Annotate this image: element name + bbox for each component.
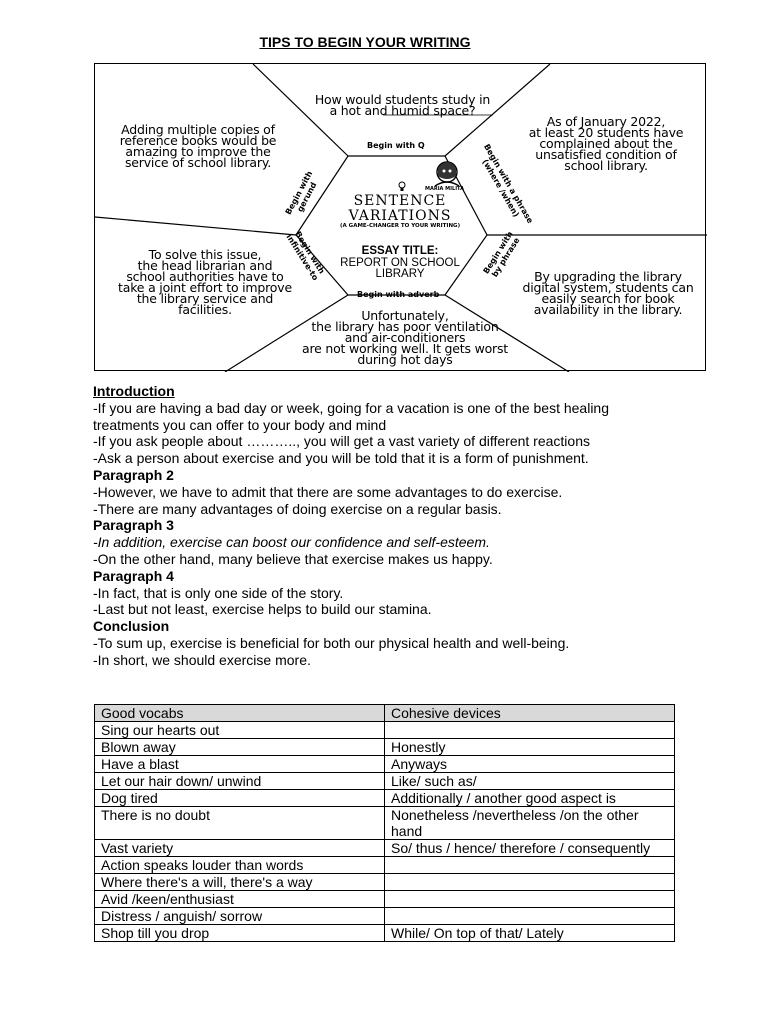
- segment-line: and air-conditioners: [344, 330, 466, 345]
- table-row: [95, 874, 675, 891]
- table-row: [95, 790, 675, 807]
- vocab-cell: Dog tired: [95, 790, 385, 807]
- cohesive-device-cell: [385, 874, 675, 891]
- sentence-variations-diagram: [94, 63, 706, 371]
- vocab-cell: Vast variety: [95, 840, 385, 857]
- page-title: TIPS TO BEGIN YOUR WRITING: [259, 34, 471, 50]
- segment-line: complained about the: [539, 136, 673, 151]
- section-line: -In fact, that is only one side of the story.: [93, 584, 344, 601]
- cohesive-device-cell: [385, 857, 675, 874]
- segment-line: How would students study in: [314, 92, 491, 107]
- table-row: [95, 857, 675, 874]
- table-row: [95, 807, 675, 840]
- avatar-icon: [435, 162, 459, 186]
- segment-line: reference books would be: [119, 133, 277, 148]
- segment-line: are not working well. It gets worst: [302, 341, 508, 356]
- cohesive-device-cell: [385, 722, 675, 739]
- section-heading: Paragraph 4: [93, 567, 174, 584]
- table-row: [95, 773, 675, 790]
- vocab-table: [94, 704, 675, 942]
- vocab-cell: Have a blast: [95, 756, 385, 773]
- segment-line: To solve this issue,: [148, 247, 262, 262]
- section-line: -However, we have to admit that there are some advantages to do exercise.: [93, 483, 563, 500]
- segment-line: school library.: [564, 158, 648, 173]
- segment-line: the head librarian and: [137, 258, 273, 273]
- segment-bottom: [285, 310, 525, 365]
- segment-line: Unfortunately,: [361, 308, 449, 323]
- heading-sentence: SENTENCE: [353, 193, 447, 209]
- vocab-cell: Avid /keen/enthusiast: [95, 891, 385, 908]
- segment-top-question: [300, 94, 505, 116]
- vocab-cell: Shop till you drop: [95, 925, 385, 942]
- table-row: [95, 925, 675, 942]
- section-line: -In addition, exercise can boost our confidence and self-esteem.: [93, 534, 490, 551]
- bulb-icon: [399, 182, 405, 191]
- segment-line: easily search for book: [541, 291, 675, 306]
- section-line: -There are many advantages of doing exercise on a regular basis.: [93, 500, 502, 517]
- segment-line: digital system, students can: [522, 280, 694, 295]
- segment-line: unsatisfied condition of: [535, 147, 677, 162]
- section-line: -Last but not least, exercise helps to build our stamina.: [93, 601, 432, 618]
- cohesive-device-cell: While/ On top of that/ Lately: [385, 925, 675, 942]
- cohesive-device-cell: Additionally / another good aspect is: [385, 790, 675, 807]
- vocab-cell: Let our hair down/ unwind: [95, 773, 385, 790]
- label-begin-with-adverb: Begin with adverb: [357, 290, 440, 299]
- segment-bottom-right: [509, 271, 707, 315]
- section-line: -On the other hand, many believe that exercise makes us happy.: [93, 550, 493, 567]
- section-line: -If you ask people about ……….., you will get a vast variety of different reactions: [93, 433, 590, 450]
- cohesive-device-cell: Honestly: [385, 739, 675, 756]
- section-line: -If you are having a bad day or week, going for a vacation is one of the best healing: [93, 399, 609, 416]
- cohesive-device-cell: [385, 908, 675, 925]
- vocab-cell: Distress / anguish/ sorrow: [95, 908, 385, 925]
- heading-variations: VARIATIONS: [348, 208, 452, 224]
- essay-title-line-2: LIBRARY: [375, 268, 425, 280]
- label-begin-with-q: Begin with Q: [367, 141, 425, 150]
- vocab-cell: There is no doubt: [95, 807, 385, 840]
- brand-label: MARIA MILITA: [425, 186, 464, 192]
- segment-line: at least 20 students have: [528, 125, 684, 140]
- section-heading: Introduction: [93, 383, 175, 399]
- segment-top-right: [507, 116, 705, 171]
- section-heading: Conclusion: [93, 618, 170, 635]
- segment-line: Adding multiple copies of: [121, 122, 275, 137]
- cohesive-device-cell: [385, 891, 675, 908]
- table-header-row: [95, 705, 675, 722]
- section-line: -In short, we should exercise more.: [93, 651, 311, 668]
- tagline: (A GAME-CHANGER TO YOUR WRITING): [340, 223, 461, 229]
- table-row: [95, 891, 675, 908]
- section-line: -To sum up, exercise is beneficial for both our physical health and well-being.: [93, 634, 570, 651]
- segment-top-left: [103, 124, 293, 168]
- cohesive-device-cell: Nonetheless /nevertheless /on the other hand: [385, 807, 675, 840]
- section-line: -Ask a person about exercise and you will be told that it is a form of punishment.: [93, 450, 589, 467]
- section-heading: Paragraph 3: [93, 517, 174, 534]
- segment-line: the library has poor ventilation: [311, 319, 499, 334]
- segment-line: availability in the library.: [533, 302, 683, 317]
- table-row: [95, 756, 675, 773]
- segment-line: amazing to improve the: [125, 144, 271, 159]
- cohesive-device-cell: Like/ such as/: [385, 773, 675, 790]
- segment-line: facilities.: [178, 302, 232, 317]
- label-begin-with-gerund: Begin with gerund: [283, 169, 319, 217]
- cohesive-device-cell: Anyways: [385, 756, 675, 773]
- vocab-cell: Blown away: [95, 739, 385, 756]
- segment-line: service of school library.: [124, 155, 272, 170]
- table-row: [95, 908, 675, 925]
- table-header-cell: Good vocabs: [95, 705, 385, 722]
- segment-line: school authorities have to: [126, 269, 284, 284]
- table-row: [95, 722, 675, 739]
- essay-title-line-1: REPORT ON SCHOOL: [340, 257, 460, 269]
- table-header-cell: Cohesive devices: [385, 705, 675, 722]
- table-row: [95, 840, 675, 857]
- segment-line: By upgrading the library: [534, 269, 682, 284]
- writing-tips-text: [93, 383, 733, 669]
- segment-line: take a joint effort to improve: [118, 280, 292, 295]
- section-heading: Paragraph 2: [93, 466, 174, 483]
- segment-line: As of January 2022,: [546, 114, 666, 129]
- vocab-cell: Action speaks louder than words: [95, 857, 385, 874]
- segment-line: during hot days: [357, 352, 453, 367]
- vocab-cell: Sing our hearts out: [95, 722, 385, 739]
- section-line: treatments you can offer to your body and mind: [93, 416, 387, 433]
- label-begin-with-infinitive: Begin with infinitive-to: [284, 229, 327, 283]
- segment-line: the library service and: [136, 291, 274, 306]
- segment-bottom-left: [99, 249, 311, 315]
- table-row: [95, 739, 675, 756]
- cohesive-device-cell: So/ thus / hence/ therefore / consequently: [385, 840, 675, 857]
- segment-line: a hot and humid space?: [329, 103, 476, 118]
- label-begin-with-phrase: Begin with a phrase (where /when): [480, 142, 535, 225]
- vocab-cell: Where there's a will, there's a way: [95, 874, 385, 891]
- essay-title-label: ESSAY TITLE:: [361, 245, 439, 257]
- label-begin-with-by-phrase: Begin with by phrase: [481, 229, 522, 279]
